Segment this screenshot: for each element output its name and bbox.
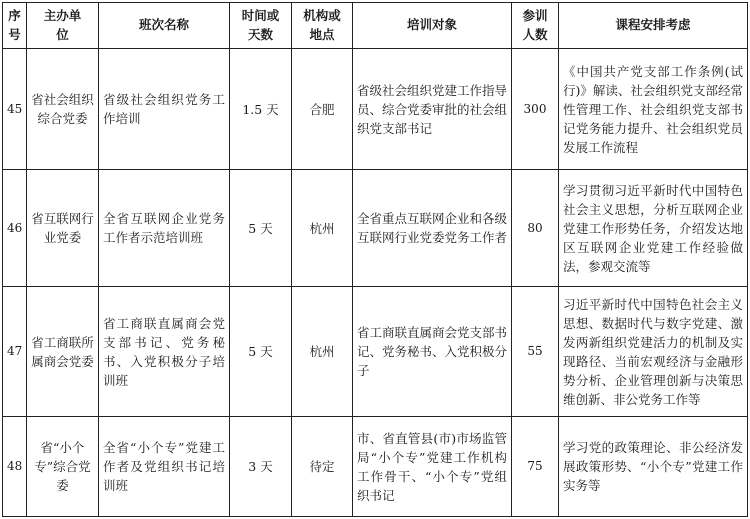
- row-topics: 学习党的政策理论、非公经济发展政策形势、“小个专”党建工作实务等: [559, 417, 748, 517]
- row-topics: 习近平新时代中国特色社会主义思想、数据时代与数字党建、激发两新组织党建活力的机制及实现路径、当前宏观经济与金融形势分析、企业管理创新与决策思维创新、非公党务工作等: [559, 287, 748, 417]
- header-host: 主办单位: [27, 3, 99, 49]
- row-host: 省互联网行业党委: [27, 170, 99, 287]
- row-seq: 46: [3, 170, 27, 287]
- row-host: 省“小个专”综合党委: [27, 417, 99, 517]
- row-seq: 45: [3, 49, 27, 170]
- table-row: [3, 287, 748, 417]
- row-target: 全省重点互联网企业和各级互联网行业党委党务工作者: [353, 170, 512, 287]
- row-place: 待定: [292, 417, 353, 517]
- row-count: 80: [512, 170, 559, 287]
- row-count: 55: [512, 287, 559, 417]
- row-target: 省工商联直属商会党支部书记、党务秘书、入党积极分子: [353, 287, 512, 417]
- row-duration: 5 天: [230, 170, 292, 287]
- row-host: 省社会组织综合党委: [27, 49, 99, 170]
- row-duration: 5 天: [230, 287, 292, 417]
- row-count: 300: [512, 49, 559, 170]
- row-course: 省级社会组织党务工作培训: [99, 49, 230, 170]
- row-place: 合肥: [292, 49, 353, 170]
- table-row: [3, 417, 748, 517]
- header-target: 培训对象: [353, 3, 512, 49]
- header-course: 班次名称: [99, 3, 230, 49]
- row-target: 市、省直管县(市)市场监管局“小个专”党建工作机构工作骨干、“小个专”党组织书记: [353, 417, 512, 517]
- row-seq: 48: [3, 417, 27, 517]
- row-course: 省工商联直属商会党支部书记、党务秘书、入党积极分子培训班: [99, 287, 230, 417]
- row-topics: 《中国共产党支部工作条例(试行)》解读、社会组织党支部经常性管理工作、社会组织党支部书记党务能力提升、社会组织党员发展工作流程: [559, 49, 748, 170]
- table-row: [3, 170, 748, 287]
- row-host: 省工商联所属商会党委: [27, 287, 99, 417]
- header-duration: 时间或天数: [230, 3, 292, 49]
- header-place: 机构或地点: [292, 3, 353, 49]
- table-row: [3, 49, 748, 170]
- row-duration: 3 天: [230, 417, 292, 517]
- row-place: 杭州: [292, 287, 353, 417]
- row-place: 杭州: [292, 170, 353, 287]
- header-count: 参训人数: [512, 3, 559, 49]
- header-row: [3, 3, 748, 49]
- row-target: 省级社会组织党建工作指导员、综合党委审批的社会组织党支部书记: [353, 49, 512, 170]
- header-seq: 序号: [3, 3, 27, 49]
- row-count: 75: [512, 417, 559, 517]
- row-course: 全省“小个专”党建工作者及党组织书记培训班: [99, 417, 230, 517]
- training-schedule-table: [2, 2, 748, 517]
- row-duration: 1.5 天: [230, 49, 292, 170]
- row-seq: 47: [3, 287, 27, 417]
- header-topics: 课程安排考虑: [559, 3, 748, 49]
- row-topics: 学习贯彻习近平新时代中国特色社会主义思想，分析互联网企业党建工作形势任务，介绍发达地区互联网企业党建工作经验做法，参观交流等: [559, 170, 748, 287]
- row-course: 全省互联网企业党务工作者示范培训班: [99, 170, 230, 287]
